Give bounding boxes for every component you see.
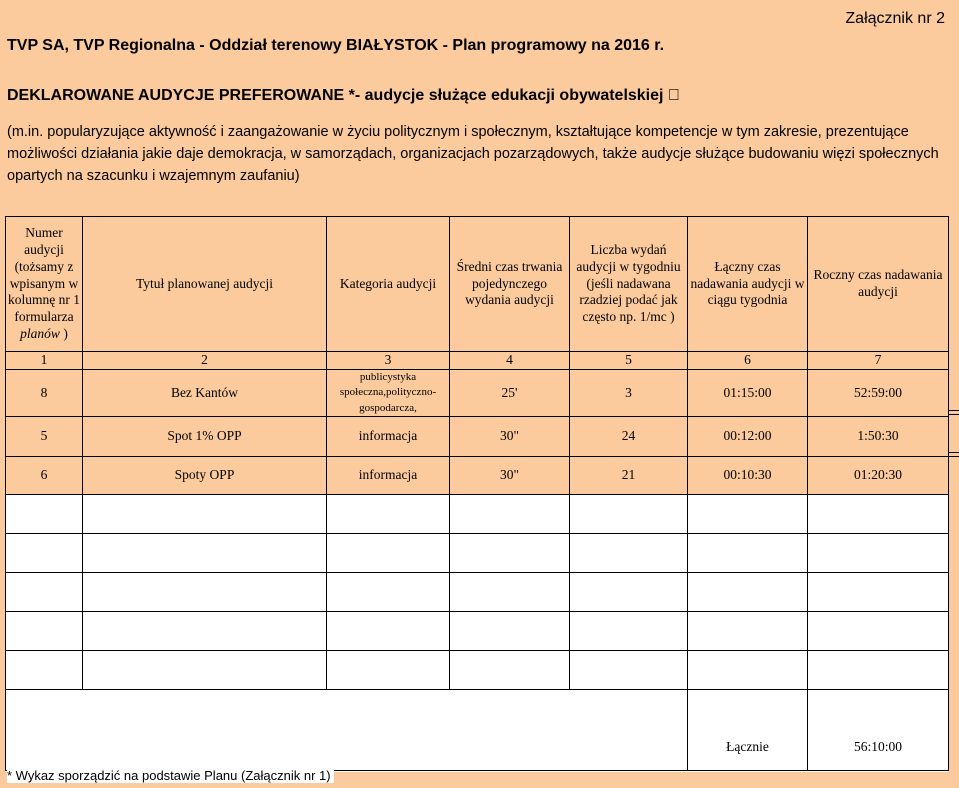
empty-row	[6, 534, 949, 573]
table-edge-line	[949, 414, 959, 415]
program-table	[5, 216, 949, 771]
column-number: 1	[6, 352, 83, 370]
cell-category: informacja	[327, 457, 450, 495]
cell-yearly-time: 01:20:30	[808, 457, 949, 495]
cell-avg-duration: 25'	[450, 370, 570, 417]
table-row	[6, 417, 949, 457]
category-line: gospodarcza,	[359, 401, 417, 414]
cell-yearly-time: 52:59:00	[808, 370, 949, 417]
cell-category: informacja	[327, 417, 450, 457]
section-description: (m.in. popularyzujące aktywność i zaangażowanie w życiu politycznym i społecznym, kształtujące kompetencje w tym zakresie, prezentujące możliwości działania jakie daje demokracja, w samorządach, organizacjach pozarządowych, także audycje służące budowaniu więzi społecznych opartych na szacunku i wzajemnym zaufaniu)	[7, 124, 939, 184]
empty-row	[6, 495, 949, 534]
section-title: DEKLAROWANE AUDYCJE PREFEROWANE *- audycje służące edukacji obywatelskiej	[7, 87, 664, 104]
column-header-category: Kategoria audycji	[327, 217, 450, 352]
table-row	[6, 370, 949, 417]
cell-title: Spoty OPP	[83, 457, 327, 495]
cell-title: Spot 1% OPP	[83, 417, 327, 457]
footnote: * Wykaz sporządzić na podstawie Planu (Załącznik nr 1)	[7, 768, 334, 783]
cell-category	[327, 370, 450, 417]
empty-row	[6, 573, 949, 612]
cell-weekly-count: 3	[570, 370, 688, 417]
empty-row	[6, 651, 949, 690]
cell-weekly-count: 24	[570, 417, 688, 457]
column-number: 5	[570, 352, 688, 370]
table-header-row	[6, 217, 949, 352]
column-header-title: Tytuł planowanej audycji	[83, 217, 327, 352]
table-row	[6, 457, 949, 495]
column-number: 4	[450, 352, 570, 370]
total-row	[6, 690, 949, 771]
table-edge-line	[949, 456, 959, 457]
column-header-weekly-time: Łączny czas nadawania audycji w ciągu tygodnia	[688, 217, 808, 352]
cell-weekly-time: 00:10:30	[688, 457, 808, 495]
column-number: 2	[83, 352, 327, 370]
cell-weekly-time: 00:12:00	[688, 417, 808, 457]
table-edge-line	[949, 452, 959, 453]
column-number: 3	[327, 352, 450, 370]
program-table-area	[5, 216, 948, 772]
column-header-weekly-count: Liczba wydań audycji w tygodniu (jeśli nadawana rzadziej podać jak często np. 1/mc )	[570, 217, 688, 352]
cell-weekly-count: 21	[570, 457, 688, 495]
page-title: TVP SA, TVP Regionalna - Oddział terenowy BIAŁYSTOK - Plan programowy na 2016 r.	[7, 37, 665, 54]
column-header-yearly-time: Roczny czas nadawania audycji	[808, 217, 949, 352]
cell-number: 8	[6, 370, 83, 417]
cell-number: 5	[6, 417, 83, 457]
cell-number: 6	[6, 457, 83, 495]
cell-yearly-time: 1:50:30	[808, 417, 949, 457]
column-number: 6	[688, 352, 808, 370]
table-edge-line	[949, 410, 959, 411]
cell-avg-duration: 30"	[450, 417, 570, 457]
category-line: publicystyka	[359, 371, 417, 383]
column-number-row	[6, 352, 949, 370]
column-header-avg-duration: Średni czas trwania pojedynczego wydania audycji	[450, 217, 570, 352]
attachment-label: Załącznik nr 2	[845, 10, 945, 27]
empty-row	[6, 612, 949, 651]
total-label: Łącznie	[688, 690, 808, 771]
cell-avg-duration: 30"	[450, 457, 570, 495]
cell-title: Bez Kantów	[83, 370, 327, 417]
category-line: społeczna,polityczno-	[339, 386, 437, 399]
column-header-number: Numer audycji (tożsamy z wpisanym w kolumnę nr 1 formularza planów )	[6, 217, 83, 352]
column-number: 7	[808, 352, 949, 370]
total-value: 56:10:00	[808, 690, 949, 771]
cell-weekly-time: 01:15:00	[688, 370, 808, 417]
